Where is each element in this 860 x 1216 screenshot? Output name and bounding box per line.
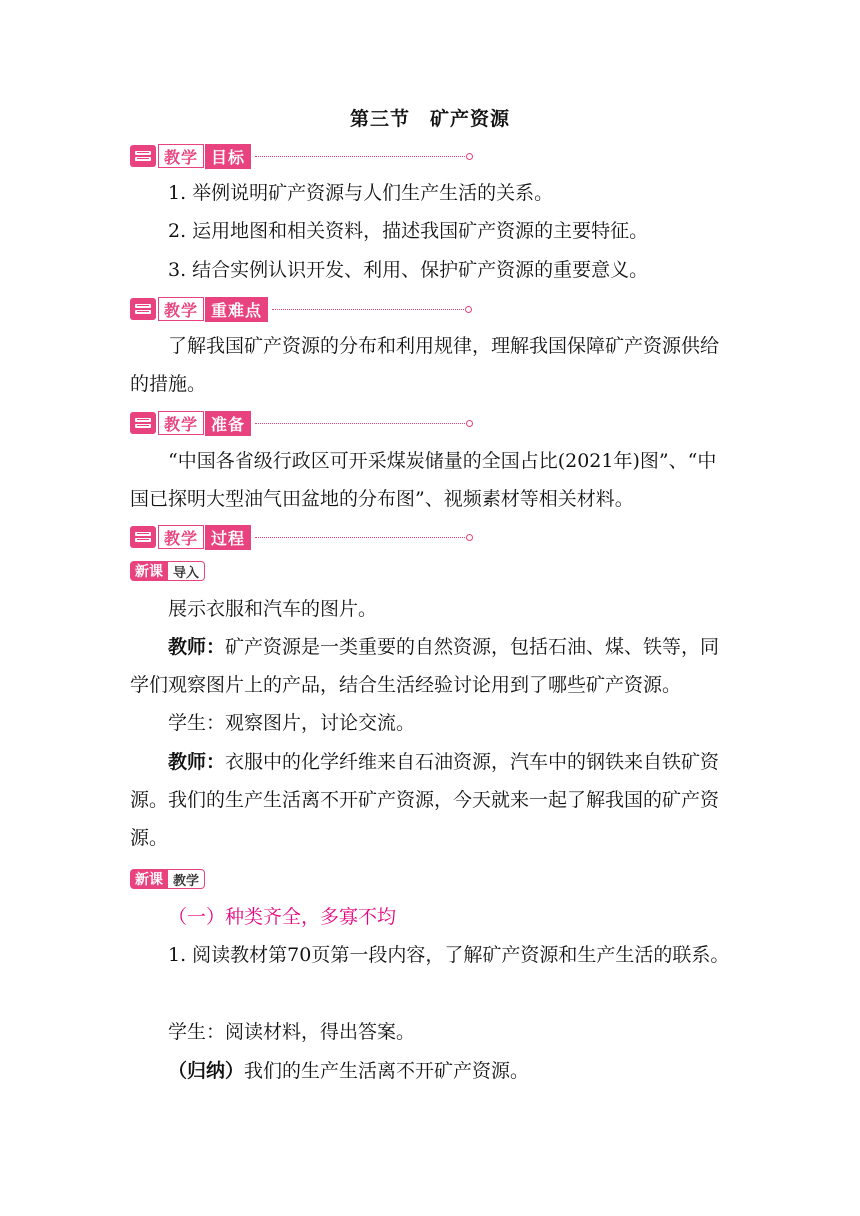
book-icon: [130, 412, 156, 434]
circle-icon: [466, 420, 473, 427]
section-header-prefix: 教学: [158, 411, 204, 435]
speaker-label: 教师：: [168, 636, 226, 658]
tag-teach: [130, 868, 205, 890]
goal-item: 3. 结合实例认识开发、利用、保护矿产资源的重要意义。: [168, 259, 649, 281]
tag-label: 导入: [168, 561, 205, 581]
section-header-keypoints: [130, 296, 472, 322]
speaker-label: 教师：: [168, 751, 226, 773]
speech-text: 衣服中的化学纤维来自石油资源，汽车中的钢铁来自铁矿资源。我们的生产生活离不开矿产资源，今天就来一起了解我国的矿产资源。: [130, 751, 720, 849]
intro-paragraph: [130, 628, 730, 704]
speech-text: 矿产资源是一类重要的自然资源，包括石油、煤、铁等，同学们观察图片上的产品，结合生活经验讨论用到了哪些矿产资源。: [130, 636, 720, 696]
dotted-divider: [272, 309, 464, 310]
teach-paragraph: [130, 1052, 730, 1090]
book-icon: [130, 145, 156, 167]
section-header-label: 准备: [205, 411, 251, 436]
section-header-goals: [130, 143, 473, 169]
intro-paragraph: 展示衣服和汽车的图片。: [168, 598, 378, 620]
section-header-label: 过程: [205, 525, 251, 550]
dotted-divider: [255, 156, 465, 157]
section-header-prefix: 教学: [158, 525, 204, 549]
tag-prefix: 新课: [130, 561, 168, 581]
tag-label: 教学: [168, 869, 205, 889]
page-title: 第三节 矿产资源: [349, 108, 510, 130]
section-header-prep: [130, 410, 473, 436]
circle-icon: [466, 534, 473, 541]
teach-paragraph: 学生：阅读材料，得出答案。: [168, 1021, 416, 1043]
intro-paragraph: [130, 743, 730, 857]
section-header-prefix: 教学: [158, 144, 204, 168]
prep-text: “中国各省级行政区可开采煤炭储量的全国占比(2021年)图”、“中国已探明大型油气田盆地的分布图”、视频素材等相关材料。: [130, 450, 717, 510]
dotted-divider: [255, 423, 465, 424]
intro-paragraph: 学生：观察图片，讨论交流。: [168, 712, 416, 734]
summary-text: 我们的生产生活离不开矿产资源。: [244, 1060, 530, 1082]
section-header-process: [130, 524, 473, 550]
subsection-heading: （一）种类齐全，多寡不均: [168, 906, 397, 928]
summary-label: （归纳）: [168, 1060, 245, 1082]
book-icon: [130, 526, 156, 548]
circle-icon: [465, 306, 472, 313]
keypoints-text: 了解我国矿产资源的分布和利用规律，理解我国保障矿产资源供给的措施。: [130, 335, 720, 395]
tag-intro: [130, 560, 205, 582]
goal-item: 2. 运用地图和相关资料，描述我国矿产资源的主要特征。: [168, 220, 649, 242]
section-header-label: 重难点: [205, 297, 268, 322]
goal-item: 1. 举例说明矿产资源与人们生产生活的关系。: [168, 182, 554, 204]
teach-paragraph: 1. 阅读教材第70页第一段内容，了解矿产资源和生产生活的联系。: [168, 944, 730, 966]
section-header-label: 目标: [205, 144, 251, 169]
circle-icon: [466, 153, 473, 160]
tag-prefix: 新课: [130, 869, 168, 889]
dotted-divider: [255, 537, 465, 538]
book-icon: [130, 298, 156, 320]
section-header-prefix: 教学: [158, 297, 204, 321]
